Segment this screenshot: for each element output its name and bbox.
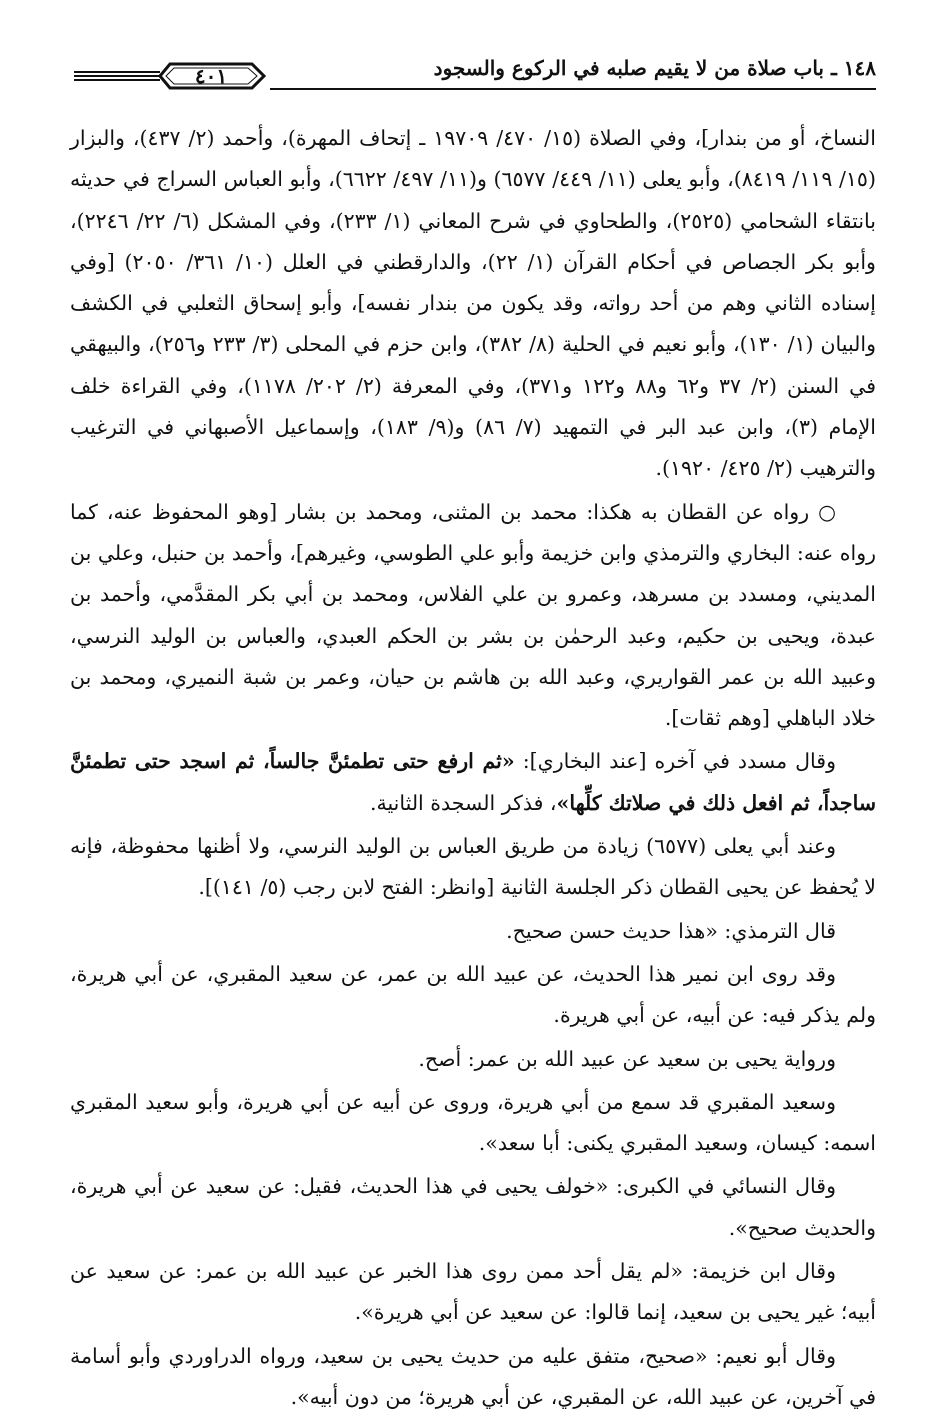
- paragraph-abu-nuaym: وقال أبو نعيم: «صحيح، متفق عليه من حديث يحيى بن سعيد، ورواه الدراوردي وأبو أسامة في آخرين، عن عبيد الله، عن المقبري، عن أبي هريرة؛ من دون أبيه».: [70, 1343, 876, 1409]
- paragraph-nasai: وقال النسائي في الكبرى: «خولف يحيى في هذا الحديث، فقيل: عن سعيد عن أبي هريرة، والحديث صحيح».: [70, 1174, 876, 1240]
- paragraph-abu-yala: وعند أبي يعلى (٦٥٧٧) زيادة من طريق العباس بن الوليد النرسي، ولا أظنها محفوظة، فإنه لا يُحفظ عن يحيى القطان ذكر الجلسة الثانية [وانظر: الفتح لابن رجب (٥/ ١٤١)].: [70, 834, 876, 900]
- paragraph-maqburi: وسعيد المقبري قد سمع من أبي هريرة، وروى عن أبيه عن أبي هريرة، وأبو سعيد المقبري اسمه: كيسان، وسعيد المقبري يكنى: أبا سعد».: [70, 1089, 876, 1156]
- page-number-ornament: [70, 62, 270, 90]
- paragraph-musaddad: [70, 741, 876, 824]
- paragraph-ibn-numayr: وقد روى ابن نمير هذا الحديث، عن عبيد الله بن عمر، عن سعيد المقبري، عن أبي هريرة، ولم يذكر فيه: عن أبيه، عن أبي هريرة.: [70, 961, 876, 1028]
- paragraph-ibn-khuzayma: وقال ابن خزيمة: «لم يقل أحد ممن روى هذا الخبر عن عبيد الله بن عمر: عن سعيد عن أبيه؛ غير يحيى بن سعيد، إنما قالوا: عن سعيد عن أبي هريرة».: [70, 1259, 876, 1325]
- page-number: ٤٠١: [194, 64, 228, 88]
- paragraph-sources: النساخ، أو من بندار]، وفي الصلاة (١٥/ ٤٧٠/ ١٩٧٠٩ ـ إتحاف المهرة)، وأحمد (٢/ ٤٣٧)، والبزار (١٥/ ١١٩/ ٨٤١٩)، وأبو يعلى (١١/ ٤٤٩/ ٦٥٧٧) و(١١/ ٤٩٧/ ٦٦٢٢)، وأبو العباس السراج في حديثه بانتقاء الشحامي (٢٥٢٥)، والطحاوي في شرح المعاني (١/ ٢٣٣)، وفي المشكل (٦/ ٢٢/ ٢٢٤٦)، وأبو بكر الجصاص في أحكام القرآن (١/ ٢٢)، والدارقطني في العلل (١٠/ ٣٦١/ ٢٠٥٠) [وفي إسناده الثاني وهم من أحد رواته، وقد يكون من بندار نفسه]، وأبو إسحاق الثعلبي في الكشف والبيان (١/ ١٣٠)، وأبو نعيم في الحلية (٨/ ٣٨٢)، وابن حزم في المحلى (٣/ ٢٣٣ و٢٥٦)، والبيهقي في السنن (٢/ ٣٧ و٦٢ و٨٨ و١٢٢ و٣٧١)، وفي المعرفة (٢/ ٢٠٢/ ١١٧٨)، وفي القراءة خلف الإمام (٣)، وابن عبد البر في التمهيد (٧/ ٨٦) و(٩/ ١٨٣)، وإسماعيل الأصبهاني في الترغيب والترهيب (٢/ ٤٢٥/ ١٩٢٠).: [70, 126, 877, 481]
- hadith-quote: «ثم ارفع حتى تطمئنَّ جالساً، ثم اسجد حتى تطمئنَّ ساجداً، ثم افعل ذلك في صلاتك كلِّها»: [70, 749, 876, 815]
- paragraph-musaddad-lead: وقال مسدد في آخره [عند البخاري]:: [514, 749, 836, 774]
- header-rule: [270, 88, 876, 90]
- paragraph-yahya: ورواية يحيى بن سعيد عن عبيد الله بن عمر: أصح.: [418, 1046, 836, 1071]
- paragraph-tirmidhi: قال الترمذي: «هذا حديث حسن صحيح.: [506, 918, 836, 943]
- chapter-title: ١٤٨ ـ باب صلاة من لا يقيم صلبه في الركوع والسجود: [433, 56, 876, 80]
- page-body: [70, 118, 876, 1418]
- paragraph-musaddad-tail: ، فذكر السجدة الثانية.: [369, 790, 557, 815]
- paragraph-narrators: ○ رواه عن القطان به هكذا: محمد بن المثنى، ومحمد بن بشار [وهو المحفوظ عنه، كما رواه عنه: البخاري والترمذي وابن خزيمة وأبو علي الطوسي، وغيرهم]، وأحمد بن حنبل، وعلي بن المديني، ومسدد بن مسرهد، وعمرو بن علي الفلاس، ومحمد بن أبي بكر المقدَّمي، وأحمد بن عبدة، ويحيى بن حكيم، وعبد الرحمٰن بن بشر بن الحكم العبدي، والعباس بن الوليد النرسي، وعبيد الله بن عمر القواريري، وعبد الله بن هاشم بن حيان، وعمر بن شبة النميري، ومحمد بن خلاد الباهلي [وهم ثقات].: [70, 499, 876, 731]
- page-header: [70, 38, 876, 102]
